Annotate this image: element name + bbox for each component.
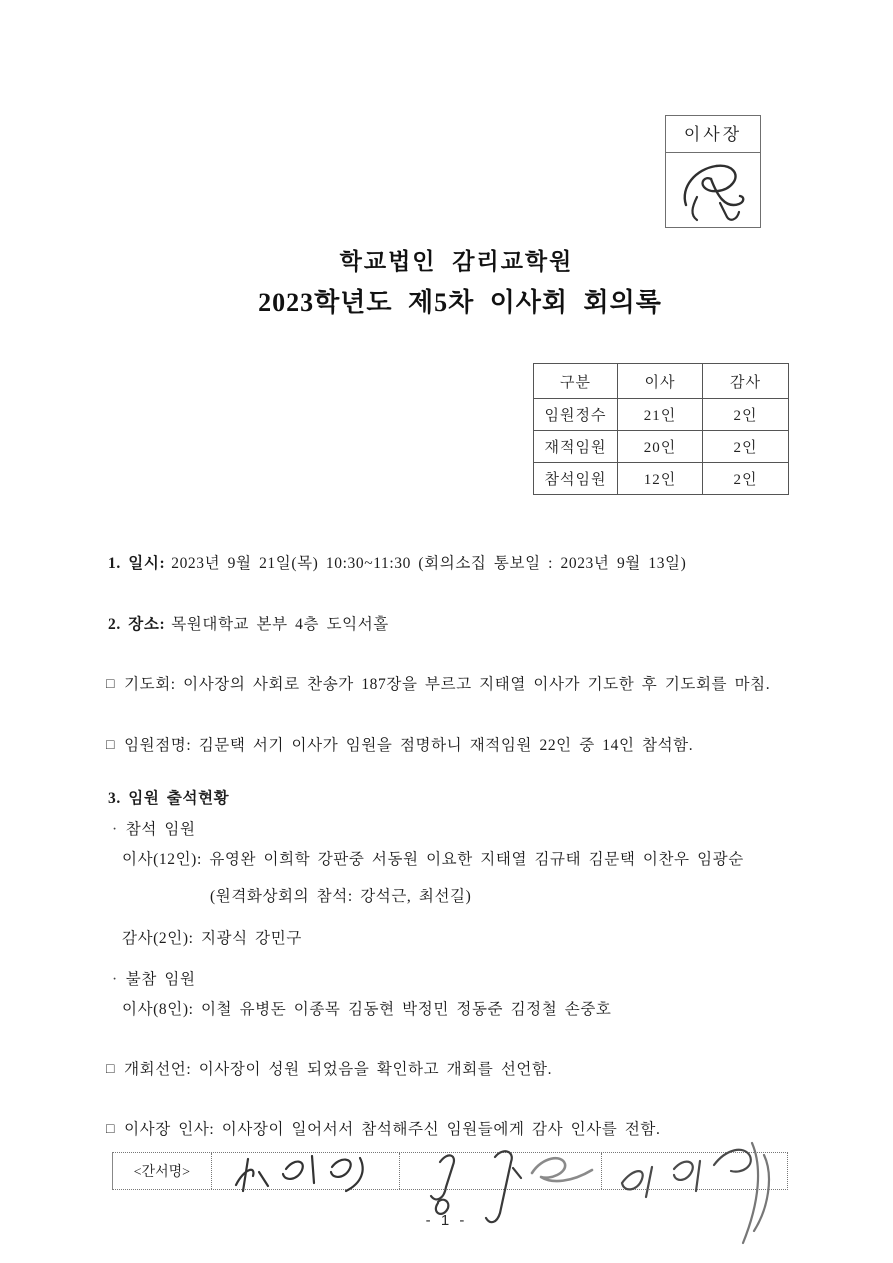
header-auditors: 감사 (703, 364, 789, 399)
row-directors: 20인 (618, 431, 703, 463)
attend-remote-line: (원격화상회의 참석: 강석근, 최선길) (210, 888, 472, 905)
chairman-signature (666, 153, 760, 228)
item-location (108, 614, 389, 635)
chairman-signature-icon (666, 153, 762, 228)
row-label: 참석임원 (534, 463, 618, 495)
bullet-icon: · (112, 821, 118, 838)
row-auditors: 2인 (703, 463, 789, 495)
item-location-label: 2. 장소: (108, 616, 166, 633)
row-auditors: 2인 (703, 431, 789, 463)
attend-directors-line: 이사(12인): 유영완 이희학 강판중 서동원 이요한 지태열 김규태 김문택 이찬우 임광순 (122, 851, 744, 868)
row-label: 재적임원 (534, 431, 618, 463)
item-prayer-text: 기도회: 이사장의 사회로 찬송가 187장을 부르고 지태열 이사가 기도한 후 기도회를 마침. (124, 676, 771, 693)
row-directors: 21인 (618, 399, 703, 431)
attend-header (112, 819, 196, 840)
officer-summary-table (533, 363, 789, 495)
bullet-icon: · (112, 971, 118, 988)
table-header-row (534, 364, 789, 399)
item-rollcall (106, 735, 693, 757)
section-attendance-title: 3. 임원 출석현황 (108, 790, 230, 807)
item-opening (106, 1059, 552, 1081)
header-category: 구분 (534, 364, 618, 399)
checkbox-icon: □ (106, 1122, 116, 1137)
chairman-stamp-box (665, 115, 761, 228)
absent-header-text: 불참 임원 (125, 971, 196, 988)
item-rollcall-text: 임원점명: 김문택 서기 이사가 임원을 점명하니 재적임원 22인 중 14인 참석함. (124, 737, 694, 754)
item-location-text: 목원대학교 본부 4층 도익서홀 (171, 616, 389, 633)
row-label: 임원정수 (534, 399, 618, 431)
checkbox-icon: □ (106, 738, 116, 753)
attend-header-text: 참석 임원 (125, 821, 196, 838)
table-row (534, 431, 789, 463)
table-row (534, 463, 789, 495)
chairman-stamp-label: 이사장 (666, 116, 760, 153)
absent-header (112, 969, 196, 990)
attend-auditors-line: 감사(2인): 지광식 강민구 (122, 930, 302, 947)
item-greeting-text: 이사장 인사: 이사장이 일어서서 참석해주신 임원들에게 감사 인사를 전함. (124, 1121, 661, 1138)
signature-cell-1 (212, 1153, 400, 1189)
header-directors: 이사 (618, 364, 703, 399)
signature-1-icon (212, 1145, 401, 1205)
row-directors: 12인 (618, 463, 703, 495)
checkbox-icon: □ (106, 1062, 116, 1077)
secretary-signature-strip (112, 1152, 788, 1190)
document-title-line2: 2023학년도 제5차 이사회 회의록 (258, 288, 662, 317)
signature-strip-label: <간서명> (113, 1153, 212, 1189)
signature-3-icon (602, 1131, 788, 1256)
checkbox-icon: □ (106, 677, 116, 692)
item-datetime (108, 553, 686, 574)
item-datetime-text: 2023년 9월 21일(목) 10:30~11:30 (회의소집 통보일 : 2023년 9월 13일) (171, 555, 687, 572)
document-title-line1: 학교법인 감리교학원 (339, 249, 574, 274)
page-number: - 1 - (425, 1212, 468, 1229)
row-auditors: 2인 (703, 399, 789, 431)
signature-cell-2 (400, 1153, 601, 1189)
absent-directors-line: 이사(8인): 이철 유병돈 이종목 김동현 박정민 정동준 김정철 손중호 (122, 1001, 612, 1018)
item-greeting (106, 1119, 660, 1141)
item-opening-text: 개회선언: 이사장이 성원 되었음을 확인하고 개회를 선언함. (124, 1061, 553, 1078)
table-row (534, 399, 789, 431)
item-datetime-label: 1. 일시: (108, 555, 166, 572)
item-prayer (106, 674, 770, 696)
signature-cell-3 (602, 1153, 787, 1189)
